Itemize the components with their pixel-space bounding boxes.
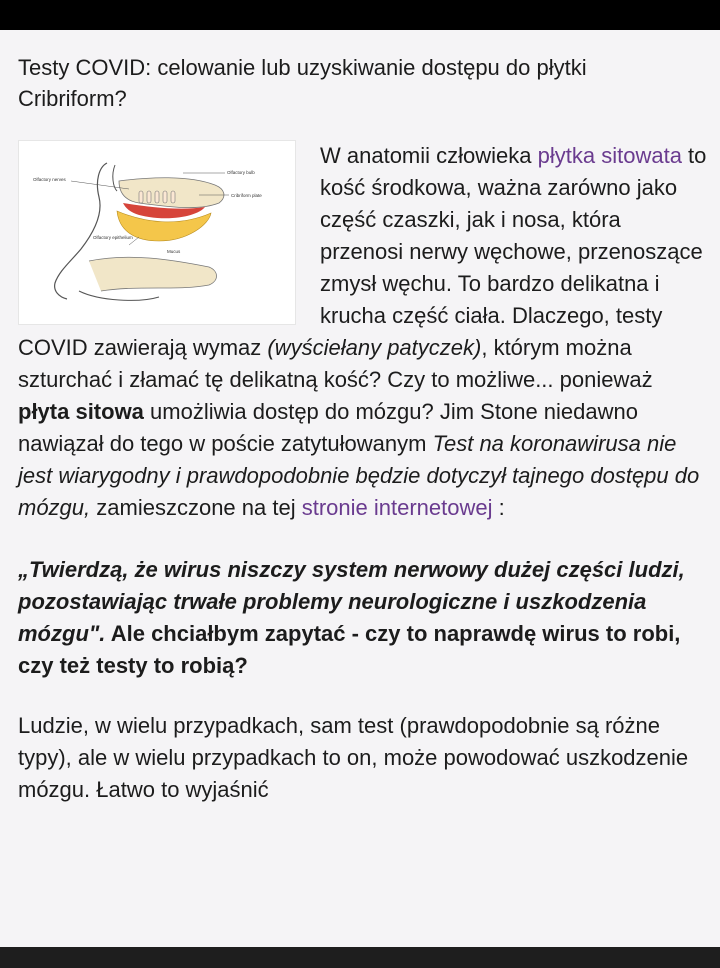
quote-italic: „Twierdzą, że wirus niszczy system nerwowy dużej części ludzi, pozostawiając trwałe problemy neurologiczne i uszkodzenia mózgu". xyxy=(18,557,685,646)
top-bar xyxy=(0,0,720,30)
nose-line xyxy=(79,291,159,300)
intro-rest-3: zamieszczone na tej xyxy=(90,495,302,520)
label-mucus: Mucus xyxy=(167,249,181,254)
intro-text: W anatomii człowieka xyxy=(320,143,538,168)
label-olfactory-bulb: Olfactory bulb xyxy=(227,170,255,175)
quote-rest: Ale chciałbym zapytać - czy to naprawdę wirus to robi, czy też testy to robią? xyxy=(18,621,681,678)
olfactory-diagram xyxy=(19,141,295,324)
article-title-italic: Test na koronawirusa nie jest wiarygodny i prawdopodobnie będzie dotyczył tajnego dostępu do mózgu, xyxy=(18,431,700,520)
intro-end: : xyxy=(492,495,505,520)
label-olfactory-epithelium: Olfactory epithelium xyxy=(93,235,133,240)
plytka-sitowata-link[interactable]: płytka sitowata xyxy=(537,143,682,168)
intro-text-continued: to kość środkowa, ważna zarówno jako część czaszki, jak i nosa, która przenosi nerwy węchowe, przenoszące zmysł węchu. To bardzo delikatna i krucha część ciała. Dlaczego, testy COVID zawierają wymaz xyxy=(18,143,707,360)
post-content xyxy=(18,52,708,806)
label-cribriform-plate: Cribriform plate xyxy=(231,193,262,198)
label-olfactory-nerves: Olfactory nerves xyxy=(33,177,66,182)
intro-rest-2: umożliwia dostęp do mózgu? Jim Stone niedawno nawiązał do tego w poście zatytułowanym xyxy=(18,399,638,456)
last-paragraph: Ludzie, w wielu przypadkach, sam test (prawdopodobnie są różne typy), ale w wielu przypadkach to on, może powodować uszkodzenie mózgu. Łatwo to wyjaśnić xyxy=(18,713,689,802)
anatomy-figure[interactable] xyxy=(18,140,296,325)
bottom-bar xyxy=(0,947,720,968)
post-title: Testy COVID: celowanie lub uzyskiwanie dostępu do płytki Cribriform? xyxy=(18,55,587,111)
intro-block xyxy=(18,140,708,524)
intro-italic: (wyściełany patyczek) xyxy=(267,335,482,360)
quote-block xyxy=(18,554,708,682)
intro-rest: , którym można szturchać i złamać tę delikatną kość? Czy to możliwe... ponieważ xyxy=(18,335,653,392)
nasal-passage-lower xyxy=(89,257,217,291)
website-link[interactable]: stronie internetowej xyxy=(301,495,493,520)
intro-bold: płyta sitowa xyxy=(18,399,144,424)
